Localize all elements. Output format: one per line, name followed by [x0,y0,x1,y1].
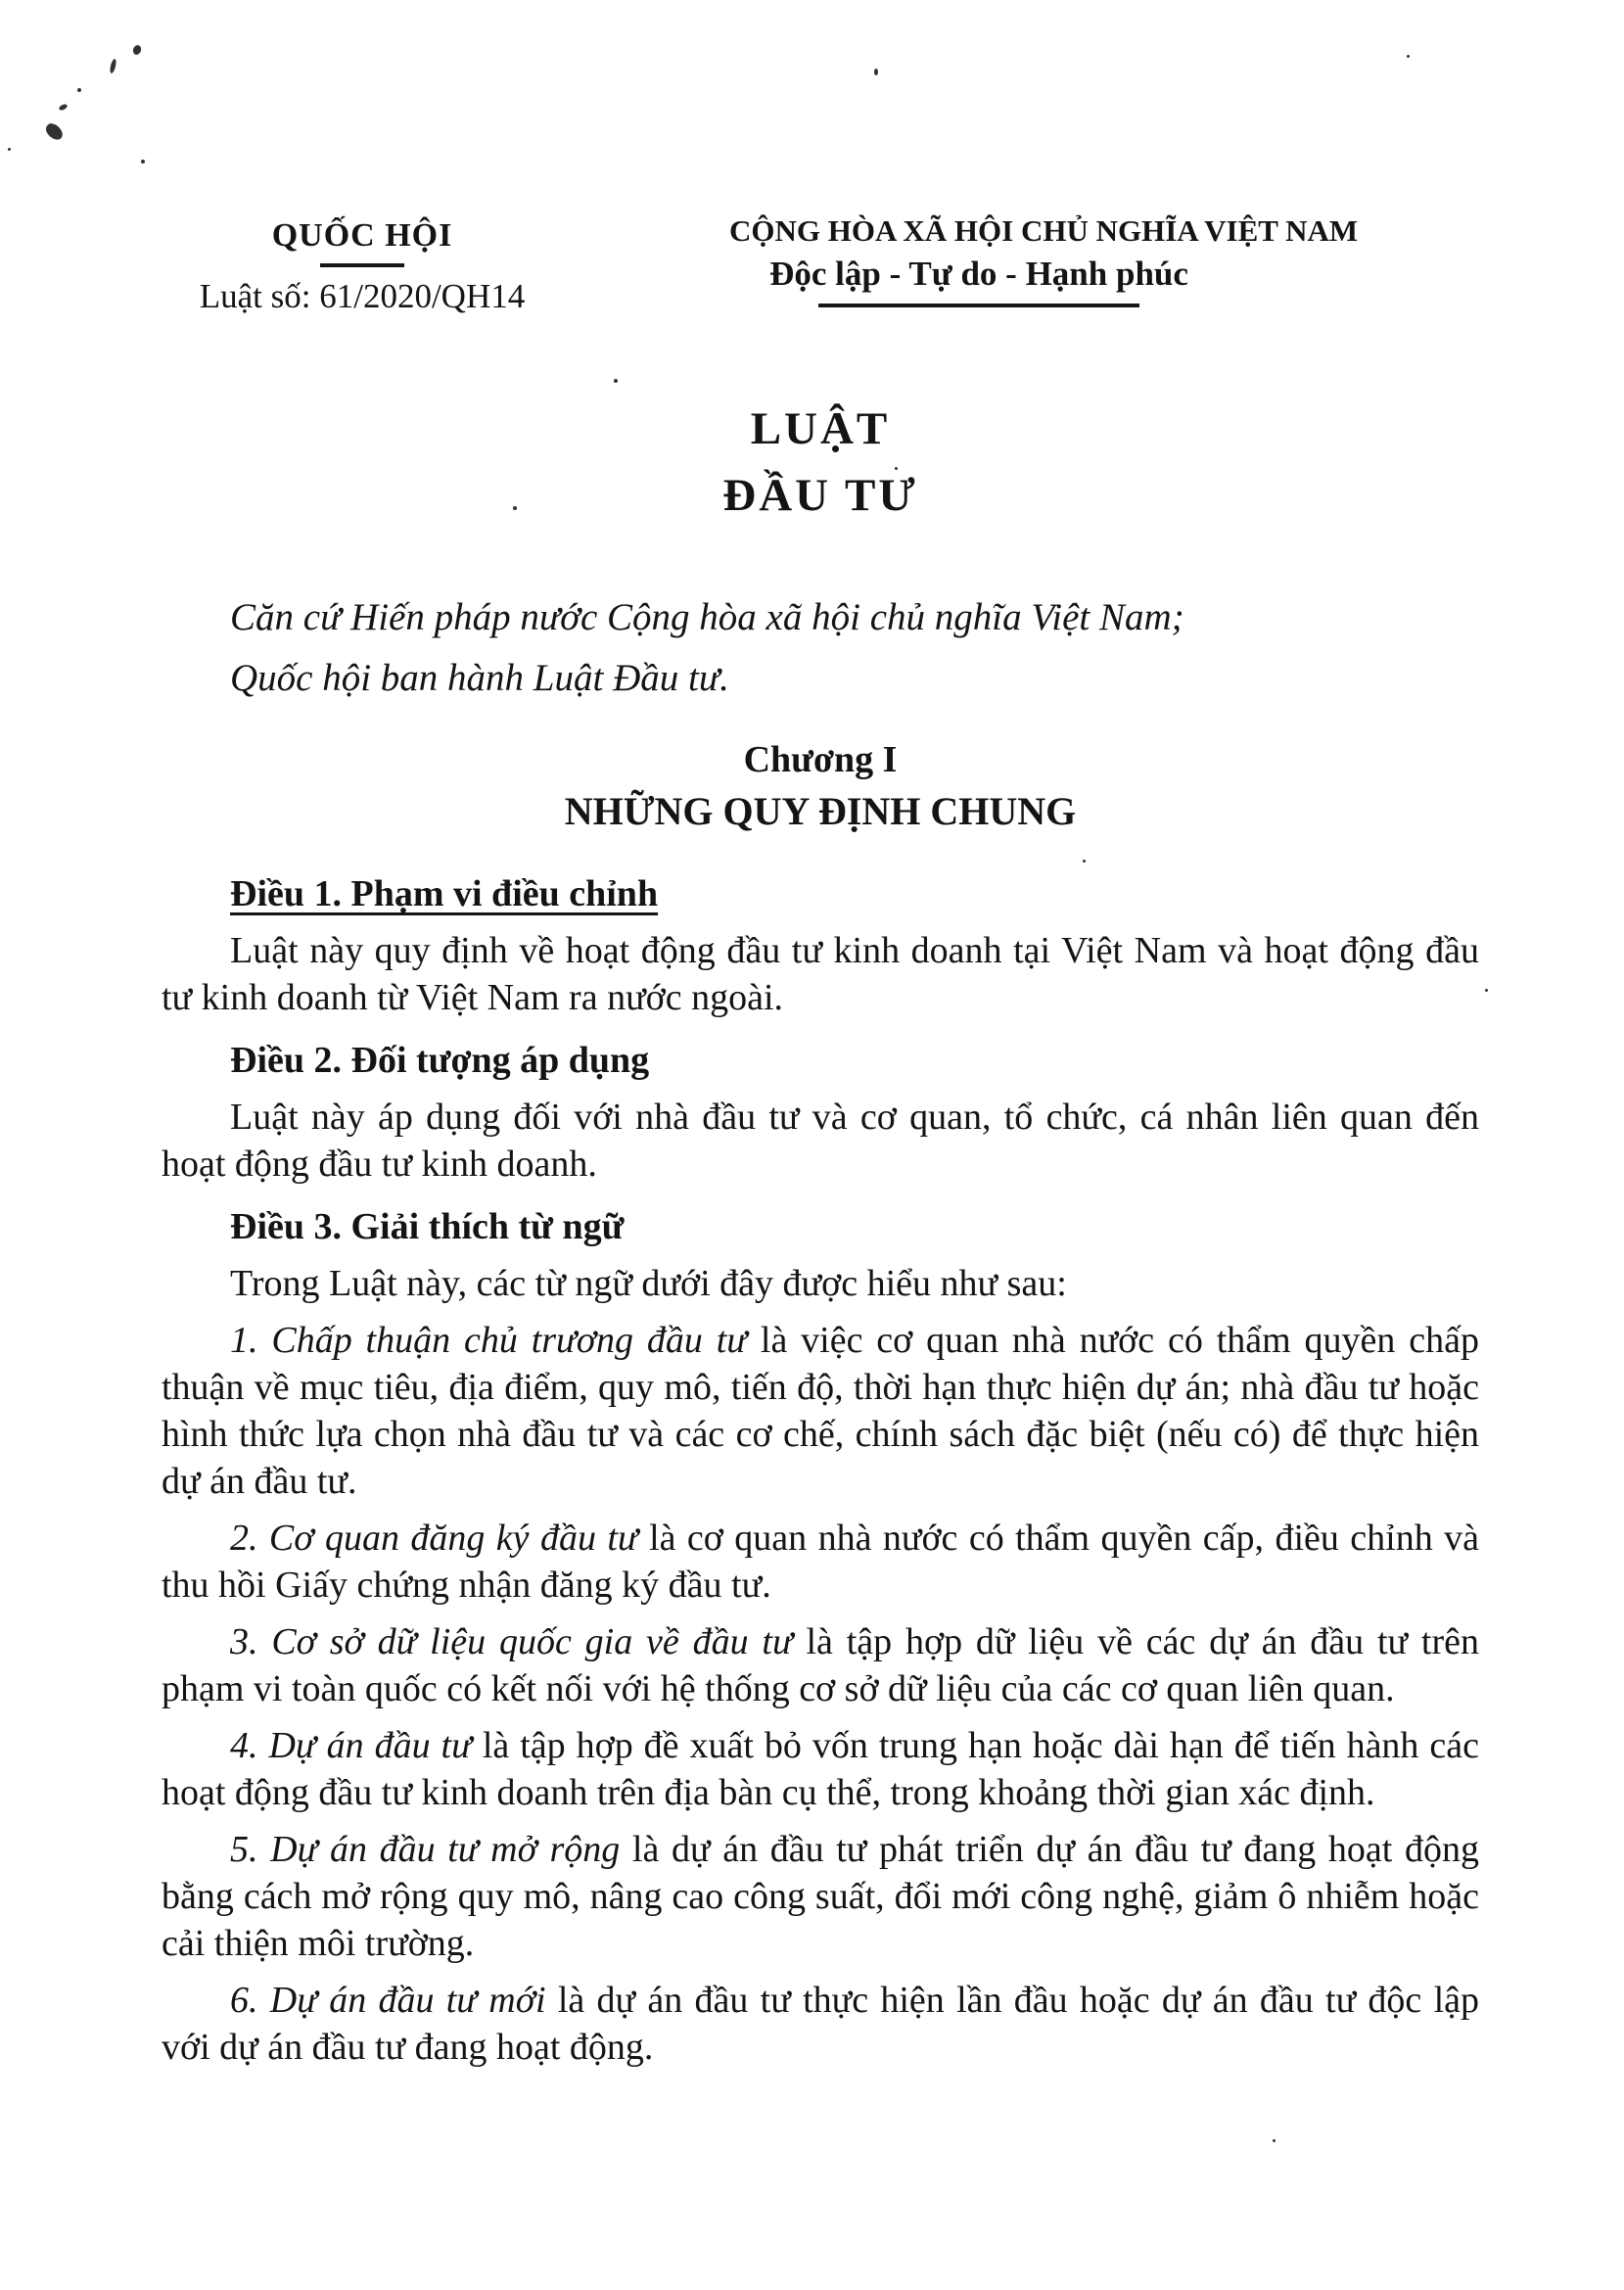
article-3-heading-text: Điều 3. Giải thích từ ngữ [230,1206,625,1247]
article-3-intro: Trong Luật này, các từ ngữ dưới đây được hiểu như sau: [230,1263,1067,1304]
republic-name: CỘNG HÒA XÃ HỘI CHỦ NGHĨA VIỆT NAM [729,213,1359,248]
chapter-label: Chương I [743,739,898,780]
definition-item-2 [162,1515,1479,1609]
definition-text-4: là tập hợp đề xuất bỏ vốn trung hạn hoặc dài hạn để tiến hành các hoạt động đầu tư kinh doanh trên địa bàn cụ thể, trong khoảng thời gian xác định. [162,1725,1480,1813]
definition-text-2: là cơ quan nhà nước có thẩm quyền cấp, điều chỉnh và thu hồi Giấy chứng nhận đăng ký đầu tư. [162,1518,1479,1606]
definition-text-5: là dự án đầu tư phát triển dự án đầu tư đang hoạt động bằng cách mở rộng quy mô, nâng cao công suất, đổi mới công nghệ, giảm ô nhiễm hoặc cải thiện môi trường. [162,1829,1479,1964]
chapter-heading [162,734,1479,836]
article-2-heading-text: Điều 2. Đối tượng áp dụng [230,1040,650,1081]
definition-term-1: 1. Chấp thuận chủ trương đầu tư [230,1320,748,1361]
law-number: Luật số: 61/2020/QH14 [199,277,526,315]
article-3-heading [162,1203,1479,1250]
definition-item-1 [162,1317,1479,1505]
preamble-line-1: Căn cứ Hiến pháp nước Cộng hòa xã hội chủ nghĩa Việt Nam; [230,596,1184,638]
title-word-luat: LUẬT [750,403,891,454]
ink-speck [1273,2139,1276,2142]
chapter-title: NHỮNG QUY ĐỊNH CHUNG [564,789,1077,833]
definition-item-4 [162,1722,1479,1816]
definition-term-6: 6. Dự án đầu tư mới [230,1980,546,2021]
article-2-body: Luật này áp dụng đối với nhà đầu tư và cơ quan, tổ chức, cá nhân liên quan đến hoạt động đầu tư kinh doanh. [162,1097,1479,1185]
definition-item-6 [162,1977,1479,2071]
definition-term-2: 2. Cơ quan đăng ký đầu tư [230,1518,638,1559]
definition-item-5 [162,1826,1479,1967]
definition-term-4: 4. Dự án đầu tư [230,1725,472,1766]
definition-text-1: là việc cơ quan nhà nước có thẩm quyền chấp thuận về mục tiêu, địa điểm, quy mô, tiến độ, thời hạn thực hiện dự án; nhà đầu tư hoặc hình thức lựa chọn nhà đầu tư và các cơ chế, chính sách đặc biệt (nếu có) để thực hiện dự án đầu tư. [162,1320,1479,1502]
title-word-dau-tu: ĐẦU TƯ [722,470,918,521]
document-title [162,399,1479,525]
preamble-line-2: Quốc hội ban hành Luật Đầu tư. [230,657,729,699]
national-motto: Độc lập - Tự do - Hạnh phúc [769,255,1188,293]
definition-term-3: 3. Cơ sở dữ liệu quốc gia về đầu tư [230,1621,793,1662]
issuing-authority: QUỐC HỘI [271,217,453,254]
article-2-heading [162,1037,1479,1084]
definition-item-3 [162,1618,1479,1712]
definition-text-3: là tập hợp dữ liệu về các dự án đầu tư trên phạm vi toàn quốc có kết nối với hệ thống cơ sở dữ liệu của các cơ quan liên quan. [162,1621,1480,1709]
preamble [162,587,1479,709]
article-1-heading [162,870,1479,917]
definition-text-6: là dự án đầu tư thực hiện lần đầu hoặc dự án đầu tư độc lập với dự án đầu tư đang hoạt động. [162,1980,1479,2068]
article-1-body: Luật này quy định về hoạt động đầu tư kinh doanh tại Việt Nam và hoạt động đầu tư kinh doanh từ Việt Nam ra nước ngoài. [162,930,1479,1018]
article-1-heading-text: Điều 1. Phạm vi điều chỉnh [230,873,659,914]
definition-term-5: 5. Dự án đầu tư mở rộng [230,1829,621,1870]
